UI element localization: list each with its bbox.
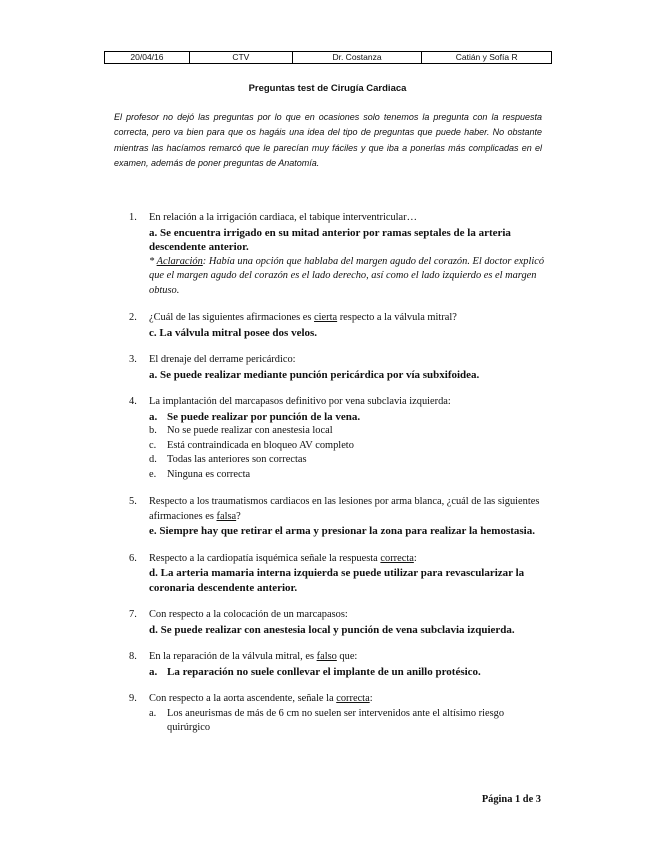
question-8: 8. En la reparación de la válvula mitral, es falso que: a. La reparación no suele conllevar el implante de un anillo protésico. <box>129 650 545 679</box>
question-5: 5. Respecto a los traumatismos cardiacos en las lesiones por arma blanca, ¿cuál de las siguientes afirmaciones es falsa? e. Siempre hay que retirar el arma y presionar la zona para realizar la hemostasia. <box>129 495 545 539</box>
question-9: 9. Con respecto a la aorta ascendente, señale la correcta: a. Los aneurismas de más de 6 cm no suelen ser intervenidos ante el altísimo riesgo quirúrgico <box>129 692 545 736</box>
clarification-note: * Aclaración: Había una opción que hablaba del margen agudo del corazón. El doctor explicó que el margen agudo del corazón es el lado derecho, así como el lado izquierdo es el margen obtuso. <box>149 255 545 296</box>
answer: d. Se puede realizar con anestesia local y punción de vena subclavia izquierda. <box>149 623 515 636</box>
option-a: a. Se puede realizar por punción de la vena. <box>149 410 361 423</box>
header-professor: Dr. Costanza <box>292 52 422 64</box>
option-c: c. Está contraindicada en bloqueo AV completo <box>149 439 354 451</box>
question-2: 2. ¿Cuál de las siguientes afirmaciones es cierta respecto a la válvula mitral? c. La válvula mitral posee dos velos. <box>129 311 545 340</box>
header-date: 20/04/16 <box>105 52 190 64</box>
option-a: a. Los aneurismas de más de 6 cm no suelen ser intervenidos ante el altísimo riesgo quirúrgico <box>149 707 505 733</box>
question-1: 1. En relación a la irrigación cardiaca, el tabique interventricular… a. Se encuentra irrigado en su mitad anterior por ramas septales de la arteria descendente anterior. * Aclaración: Había una opción que hablaba del margen agudo del corazón. El doctor explicó que el margen agudo del corazón es el lado derecho, así como el lado izquierdo es el margen obtuso. <box>129 211 545 298</box>
option-d: d. Todas las anteriores son correctas <box>149 454 307 465</box>
header-table <box>104 51 552 64</box>
option-b: b. No se puede realizar con anestesia local <box>149 425 333 436</box>
page-title: Preguntas test de Cirugía Cardiaca <box>248 83 407 94</box>
intro-paragraph: El profesor no dejó las preguntas por lo que en ocasiones solo tenemos la pregunta con la respuesta correcta, pero va bien para que os hagáis una idea del tipo de preguntas que puede haber. No obstante mientras las hacíamos remarcó que le parecían muy fáciles y que iba a ponerlas más complicadas en el examen, además de poner preguntas de Anatomía. <box>114 112 542 168</box>
answer: d. La arteria mamaria interna izquierda se puede utilizar para revascularizar la coronaria descendente anterior. <box>149 567 525 594</box>
question-text: Respecto a los traumatismos cardiacos en las lesiones por arma blanca, ¿cuál de las siguientes afirmaciones es falsa? <box>149 496 540 522</box>
question-text: En relación a la irrigación cardiaca, el tabique interventricular… <box>149 212 418 223</box>
answer: a. Se puede realizar mediante punción pericárdica por vía subxifoidea. <box>149 368 480 381</box>
header-subject: CTV <box>189 52 292 64</box>
question-4: 4. La implantación del marcapasos definitivo por vena subclavia izquierda: a. Se puede realizar por punción de la vena. b. No se puede realizar con anestesia local c. Está contraindicada en bloqueo AV completo d. Todas las anteriores son correctas e. Ninguna es correcta <box>129 395 545 482</box>
question-text: Con respecto a la colocación de un marcapasos: <box>149 609 348 620</box>
question-text: Con respecto a la aorta ascendente, señale la correcta: <box>149 693 373 704</box>
question-6: 6. Respecto a la cardiopatía isquémica señale la respuesta correcta: d. La arteria mamaria interna izquierda se puede utilizar para revascularizar la coronaria descendente anterior. <box>129 552 545 596</box>
question-text: En la reparación de la válvula mitral, es falso que: <box>149 651 358 662</box>
option-e: e. Ninguna es correcta <box>149 468 251 480</box>
header-authors: Catián y Sofía R <box>422 52 552 64</box>
answer: a. Se encuentra irrigado en su mitad anterior por ramas septales de la arteria descendente anterior. <box>149 226 511 253</box>
question-7: 7. Con respecto a la colocación de un marcapasos: d. Se puede realizar con anestesia local y punción de vena subclavia izquierda. <box>129 608 545 637</box>
question-3: 3. El drenaje del derrame pericárdico: a. Se puede realizar mediante punción pericárdica por vía subxifoidea. <box>129 353 545 382</box>
question-list <box>129 211 545 749</box>
option-a: a. La reparación no suele conllevar el implante de un anillo protésico. <box>149 665 481 678</box>
answer: e. Siempre hay que retirar el arma y presionar la zona para realizar la hemostasia. <box>149 525 535 537</box>
question-text: La implantación del marcapasos definitivo por vena subclavia izquierda: <box>149 396 451 407</box>
page-number: Página 1 de 3 <box>481 794 541 805</box>
question-text: El drenaje del derrame pericárdico: <box>149 354 296 365</box>
question-text: ¿Cuál de las siguientes afirmaciones es cierta respecto a la válvula mitral? <box>149 312 457 323</box>
answer: c. La válvula mitral posee dos velos. <box>149 326 318 339</box>
question-text: Respecto a la cardiopatía isquémica señale la respuesta correcta: <box>149 552 417 564</box>
